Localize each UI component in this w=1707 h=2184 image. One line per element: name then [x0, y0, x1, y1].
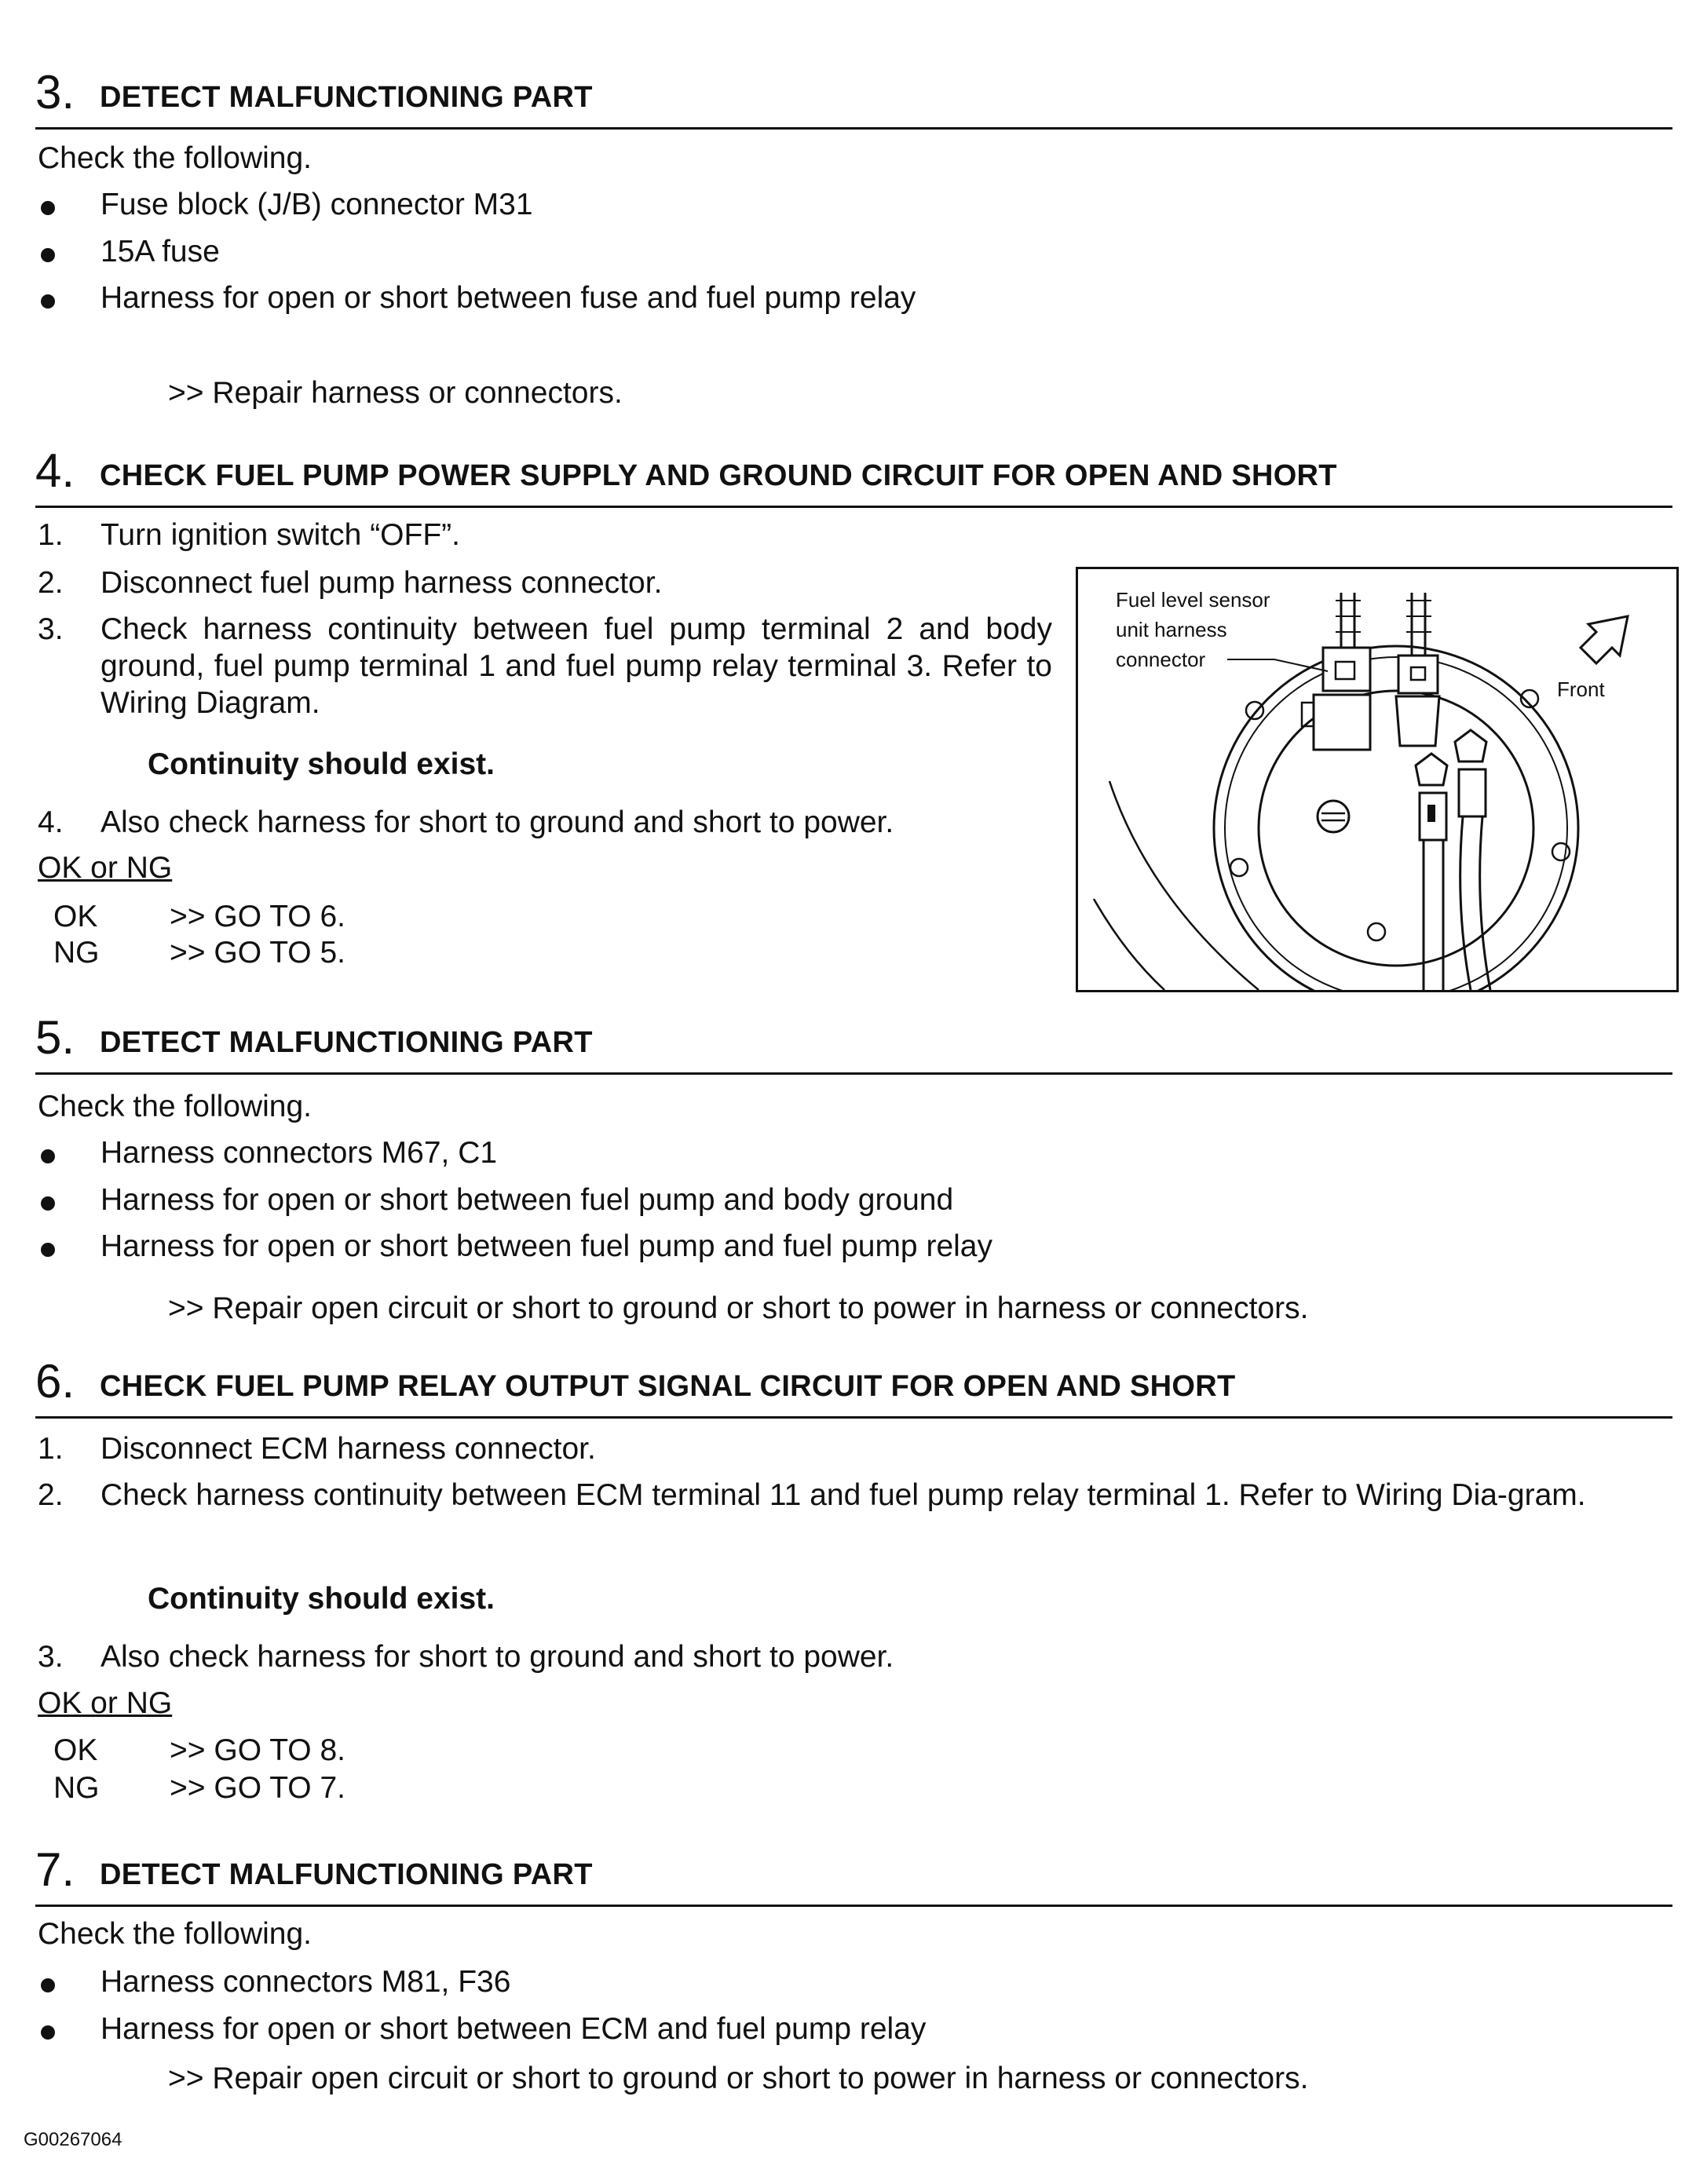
bolt-hole [1246, 702, 1263, 719]
front-arrow-icon [1581, 616, 1628, 663]
section-3-header [35, 57, 1672, 130]
step-number: 2. [38, 566, 64, 600]
list-item: Harness for open or short between fuse and fuel pump relay [101, 281, 916, 315]
step-text: Disconnect fuel pump harness connector. [101, 566, 663, 600]
bullet-icon [41, 1978, 55, 1992]
step-number: 1. [38, 518, 64, 552]
continuity-note: Continuity should exist. [148, 1582, 495, 1616]
section-5-action: >> Repair open circuit or short to ground or short to power in harness or connectors. [168, 1291, 1309, 1325]
step-number: 3. [38, 612, 64, 646]
bullet-icon [41, 248, 55, 262]
section-6-header [35, 1346, 1672, 1419]
list-item: Harness connectors M67, C1 [101, 1136, 498, 1170]
step-text: Check harness continuity between ECM terminal 11 and fuel pump relay terminal 1. Refer to Wiring Dia-gram. [101, 1478, 1586, 1512]
section-title: CHECK FUEL PUMP RELAY OUTPUT SIGNAL CIRCUIT FOR OPEN AND SHORT [100, 1370, 1236, 1403]
ok-ng-label: OK or NG [38, 851, 173, 885]
section-title: DETECT MALFUNCTIONING PART [100, 1026, 593, 1059]
step-text: Disconnect ECM harness connector. [101, 1432, 596, 1466]
bullet-icon [41, 1149, 55, 1163]
step-number: 1. [38, 1432, 64, 1466]
section-number: 5. [35, 1011, 75, 1064]
list-item: Harness connectors M81, F36 [101, 1965, 511, 1999]
bullet-icon [41, 294, 55, 309]
fuel-line [1424, 816, 1490, 990]
section-7-header [35, 1834, 1672, 1907]
section-title: DETECT MALFUNCTIONING PART [100, 81, 593, 114]
fuel-fitting [1455, 730, 1486, 761]
fuel-fitting [1416, 754, 1447, 785]
section-5-intro: Check the following. [38, 1090, 313, 1123]
fuel-pump-diagram [1078, 569, 1676, 990]
sensor-connector [1323, 648, 1370, 691]
section-number: 7. [35, 1843, 75, 1896]
list-item: Fuse block (J/B) connector M31 [101, 188, 533, 221]
figure-label-line3: connector [1116, 648, 1206, 671]
front-label: Front [1557, 677, 1605, 701]
tank-curve [1094, 899, 1164, 990]
drain-plug [1318, 801, 1349, 832]
result-value: >> GO TO 7. [170, 1771, 346, 1805]
list-item: Harness for open or short between fuel pump and body ground [101, 1183, 954, 1217]
tank-curve [1109, 781, 1259, 990]
fuel-pump-connector-figure [1076, 567, 1679, 992]
section-5-header [35, 1002, 1672, 1075]
result-value: >> GO TO 5. [170, 936, 346, 970]
bullet-icon [41, 201, 55, 215]
result-value: >> GO TO 8. [170, 1733, 346, 1767]
step-number: 2. [38, 1478, 64, 1512]
pump-plate [1259, 691, 1533, 966]
section-7-intro: Check the following. [38, 1917, 313, 1951]
section-title: DETECT MALFUNCTIONING PART [100, 1858, 593, 1891]
bullet-icon [41, 1196, 55, 1211]
step-text: Also check harness for short to ground and short to power. [101, 805, 894, 839]
result-value: >> GO TO 6. [170, 900, 346, 933]
step-number: 3. [38, 1640, 64, 1674]
step-text: Check harness continuity between fuel pump terminal 2 and body ground, fuel pump terminal 1 and fuel pump relay terminal 3. Refer to Wiring Diagram. [101, 612, 1052, 720]
section-7-action: >> Repair open circuit or short to ground or short to power in harness or connectors. [168, 2062, 1309, 2095]
result-key: NG [53, 936, 100, 970]
result-key: OK [53, 900, 98, 933]
list-item: Harness for open or short between fuel pump and fuel pump relay [101, 1229, 992, 1263]
figure-label-line1: Fuel level sensor [1116, 588, 1270, 612]
bolt-hole [1552, 843, 1570, 860]
step-text: Turn ignition switch “OFF”. [101, 518, 460, 552]
step-text: Also check harness for short to ground and short to power. [101, 1640, 894, 1674]
list-item: 15A fuse [101, 235, 220, 268]
section-number: 6. [35, 1355, 75, 1408]
section-number: 3. [35, 66, 75, 119]
result-key: NG [53, 1771, 100, 1805]
pump-connector [1398, 656, 1438, 693]
ok-ng-label: OK or NG [38, 1686, 173, 1720]
figure-label-line2: unit harness [1116, 618, 1227, 641]
bullet-icon [41, 2025, 55, 2040]
figure-code: G00267064 [24, 2129, 122, 2150]
section-4-header [35, 435, 1672, 508]
section-3-action: >> Repair harness or connectors. [168, 376, 623, 410]
step-number: 4. [38, 805, 64, 839]
section-title: CHECK FUEL PUMP POWER SUPPLY AND GROUND CIRCUIT FOR OPEN AND SHORT [100, 459, 1337, 492]
section-number: 4. [35, 444, 75, 497]
section-3-intro: Check the following. [38, 141, 313, 175]
bolt-hole [1230, 859, 1248, 876]
result-key: OK [53, 1733, 98, 1767]
bullet-icon [41, 1243, 55, 1257]
continuity-note: Continuity should exist. [148, 747, 495, 781]
list-item: Harness for open or short between ECM and fuel pump relay [101, 2012, 927, 2046]
bolt-hole [1368, 923, 1385, 940]
